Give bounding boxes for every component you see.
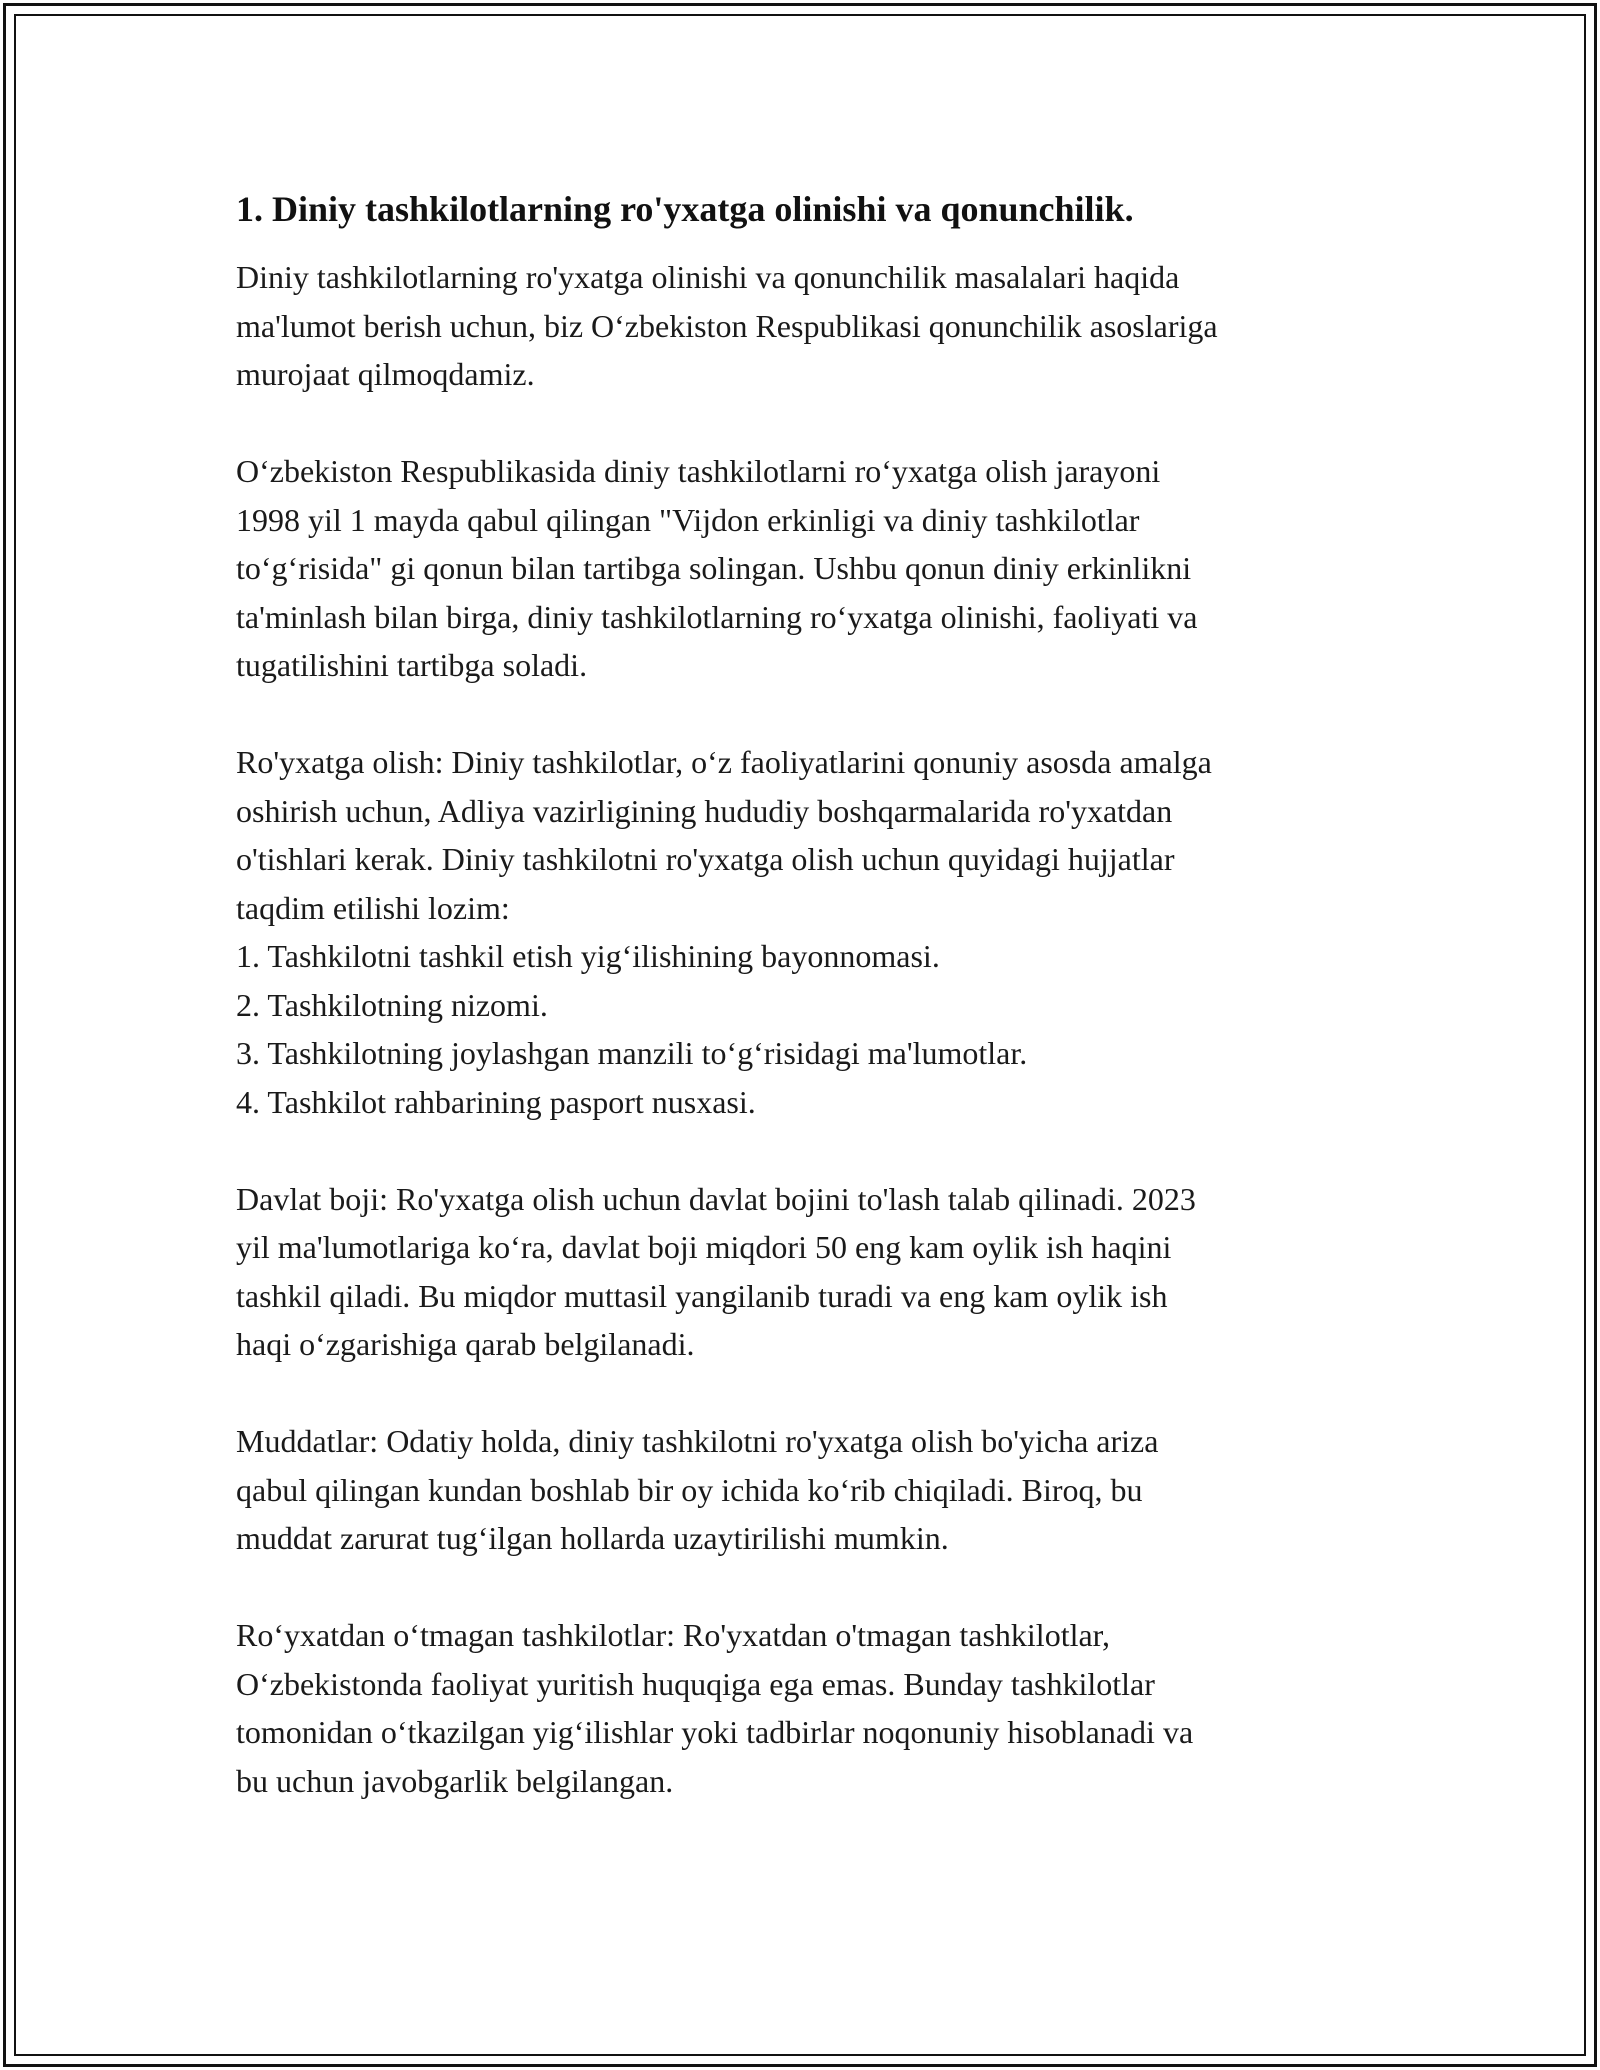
text-line: O‘zbekistonda faoliyat yuritish huquqiga ega emas. Bunday tashkilotlar [236, 1665, 1155, 1702]
section-heading: 1. Diniy tashkilotlarning ro'yxatga olinishi va qonunchilik. [236, 189, 1134, 229]
text-line: 1998 yil 1 mayda qabul qilingan "Vijdon erkinligi va diniy tashkilotlar [236, 501, 1140, 538]
text-line: ta'minlash bilan birga, diniy tashkilotlarning ro‘yxatga olinishi, faoliyati va [236, 598, 1198, 635]
paragraph-unregistered [236, 1611, 1386, 1805]
paragraph-law [236, 447, 1386, 690]
list-item: 1. Tashkilotni tashkil etish yig‘ilishining bayonnomasi. [236, 938, 940, 974]
text-line: tugatilishini tartibga soladi. [236, 647, 588, 683]
text-line: O‘zbekiston Respublikasida diniy tashkilotlarni ro‘yxatga olish jarayoni [236, 453, 1161, 489]
text-line: yil ma'lumotlariga ko‘ra, davlat boji miqdori 50 eng kam oylik ish haqini [236, 1229, 1172, 1265]
text-line: haqi o‘zgarishiga qarab belgilanadi. [236, 1326, 695, 1362]
text-line: murojaat qilmoqdamiz. [236, 356, 535, 392]
text-line: bu uchun javobgarlik belgilangan. [236, 1762, 674, 1799]
text-line: Ro'yxatga olish: Diniy tashkilotlar, o‘z faoliyatlarini qonuniy asosda amalga [236, 744, 1212, 780]
list-item: 2. Tashkilotning nizomi. [236, 986, 548, 1023]
list-item: 4. Tashkilot rahbarining pasport nusxasi. [236, 1083, 756, 1120]
text-line: muddat zarurat tug‘ilgan hollarda uzaytirilishi mumkin. [236, 1520, 949, 1556]
text-line: to‘g‘risida" gi qonun bilan tartibga solingan. Ushbu qonun diniy erkinlikni [236, 550, 1192, 586]
text-line: tashkil qiladi. Bu miqdor muttasil yangilanib turadi va eng kam oylik ish [236, 1277, 1168, 1314]
text-line: Muddatlar: Odatiy holda, diniy tashkilotni ro'yxatga olish bo'yicha ariza [236, 1423, 1159, 1459]
paragraph-state-fee [236, 1175, 1386, 1369]
document-body [236, 185, 1386, 1805]
text-line: ma'lumot berish uchun, biz O‘zbekiston Respublikasi qonunchilik asoslariga [236, 307, 1218, 344]
text-line: tomonidan o‘tkazilgan yig‘ilishlar yoki tadbirlar noqonuniy hisoblanadi va [236, 1714, 1194, 1750]
text-line: o'tishlari kerak. Diniy tashkilotni ro'yxatga olish uchun quyidagi hujjatlar [236, 841, 1175, 877]
text-line: Diniy tashkilotlarning ro'yxatga olinishi va qonunchilik masalalari haqida [236, 259, 1180, 295]
text-line: oshirish uchun, Adliya vazirligining hududiy boshqarmalarida ro'yxatdan [236, 792, 1173, 829]
text-line: taqdim etilishi lozim: [236, 889, 510, 926]
list-item: 3. Tashkilotning joylashgan manzili to‘g‘risidagi ma'lumotlar. [236, 1035, 1028, 1071]
text-line: Davlat boji: Ro'yxatga olish uchun davlat bojini to'lash talab qilinadi. 2023 [236, 1180, 1196, 1217]
paragraph-deadlines [236, 1417, 1386, 1563]
text-line: Ro‘yxatdan o‘tmagan tashkilotlar: Ro'yxatdan o'tmagan tashkilotlar, [236, 1617, 1111, 1653]
paragraph-registration [236, 738, 1386, 1126]
text-line: qabul qilingan kundan boshlab bir oy ichida ko‘rib chiqiladi. Biroq, bu [236, 1471, 1143, 1508]
paragraph-intro [236, 253, 1386, 399]
